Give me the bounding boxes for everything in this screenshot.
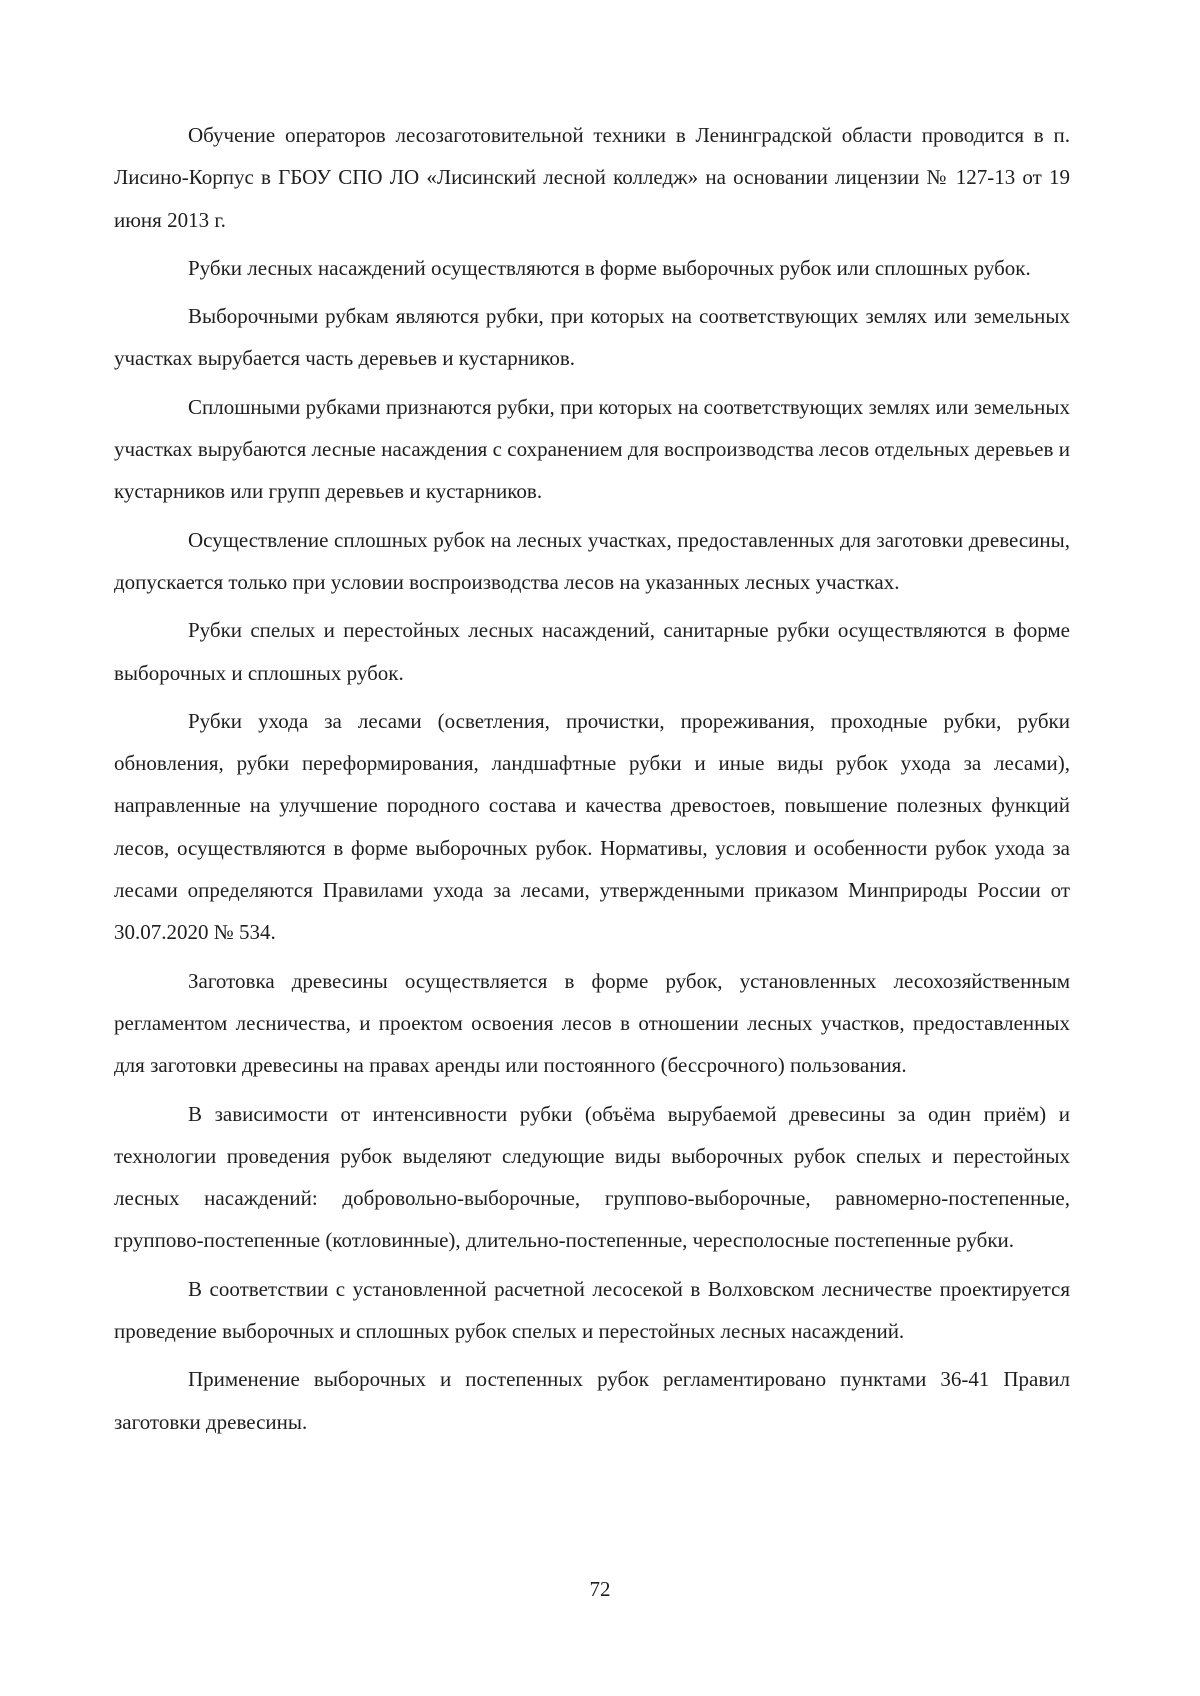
paragraph-6: Рубки спелых и перестойных лесных насаждений, санитарные рубки осуществляются в форме выборочных и сплошных рубок. bbox=[114, 618, 1070, 685]
paragraph-9: В зависимости от интенсивности рубки (объёма вырубаемой древесины за один приём) и технологии проведения рубок выделяют следующие виды выборочных рубок спелых и перестойных лесных насаждений: добровольно-выборочные, группово-выборочные, равномерно-постепенные, группово-постепенные (котловинные), длительно-постепенные, чересполосные постепенные рубки. bbox=[114, 1101, 1070, 1253]
paragraph-10: В соответствии с установленной расчетной лесосекой в Волховском лесничестве проектируется проведение выборочных и сплошных рубок спелых и перестойных лесных насаждений. bbox=[114, 1276, 1070, 1344]
paragraph-2: Рубки лесных насаждений осуществляются в форме выборочных рубок или сплошных рубок. bbox=[188, 255, 1031, 280]
paragraph-7: Рубки ухода за лесами (осветления, прочистки, прореживания, проходные рубки, рубки обновления, рубки переформирования, ландшафтные рубки и иные виды рубок ухода за лесами), направленные на улучшение породного состава и качества древостоев, повышение полезных функций лесов, осуществляются в форме выборочных рубок. Нормативы, условия и особенности рубок ухода за лесами определяются Правилами ухода за лесами, утвержденными приказом Минприроды России от 30.07.2020 № 534. bbox=[114, 708, 1070, 945]
page-number: 72 bbox=[589, 1577, 611, 1601]
paragraph-4: Сплошными рубками признаются рубки, при которых на соответствующих землях или земельных участках вырубаются лесные насаждения с сохранением для воспроизводства лесов отдельных деревьев и кустарников или групп деревьев и кустарников. bbox=[114, 394, 1070, 504]
document-body bbox=[114, 114, 1070, 1449]
paragraph-5: Осуществление сплошных рубок на лесных участках, предоставленных для заготовки древесины, допускается только при условии воспроизводства лесов на указанных лесных участках. bbox=[114, 527, 1070, 594]
paragraph-11: Применение выборочных и постепенных рубок регламентировано пунктами 36-41 Правил заготовки древесины. bbox=[114, 1367, 1070, 1434]
paragraph-3: Выборочными рубкам являются рубки, при которых на соответствующих землях или земельных участках вырубается часть деревьев и кустарников. bbox=[114, 304, 1070, 371]
paragraph-8: Заготовка древесины осуществляется в форме рубок, установленных лесохозяйственным регламентом лесничества, и проектом освоения лесов в отношении лесных участков, предоставленных для заготовки древесины на правах аренды или постоянного (бессрочного) пользования. bbox=[114, 968, 1070, 1078]
paragraph-1: Обучение операторов лесозаготовительной техники в Ленинградской области проводится в п. Лисино-Корпус в ГБОУ СПО ЛО «Лисинский лесной колледж» на основании лицензии № 127-13 от 19 июня 2013 г. bbox=[114, 123, 1070, 232]
